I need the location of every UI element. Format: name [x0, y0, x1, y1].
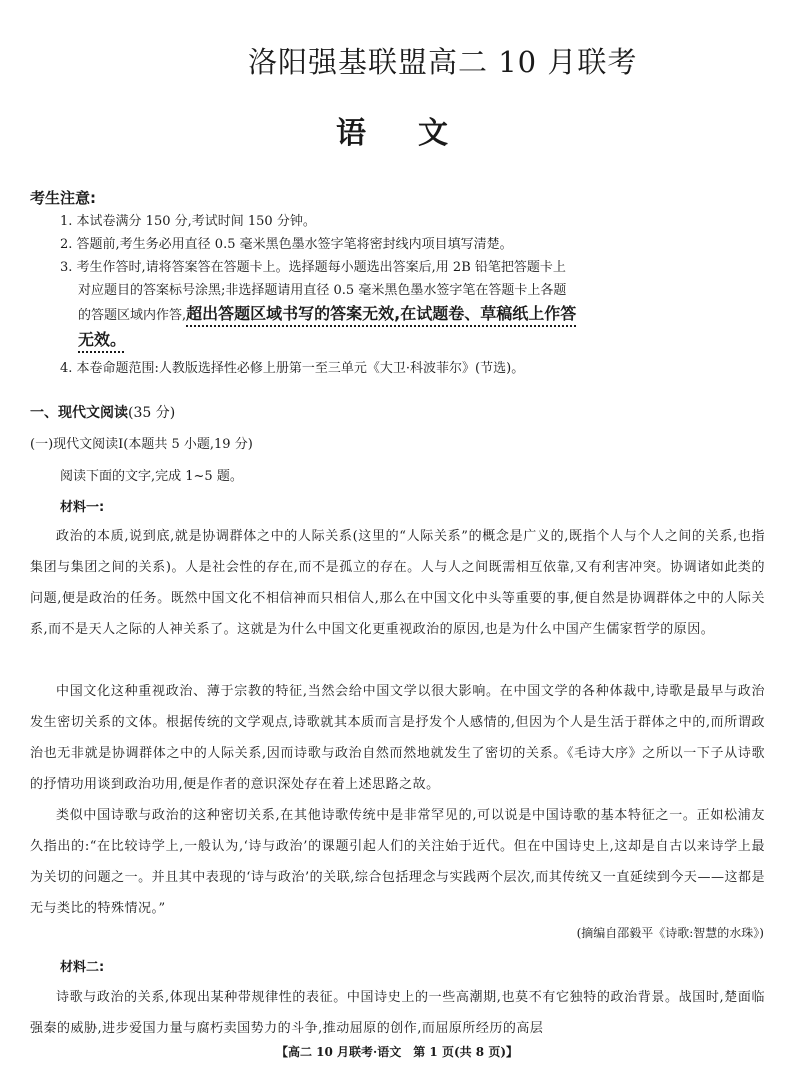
notice-heading: 考生注意: [30, 189, 96, 207]
material-1-paragraph-3: 类似中国诗歌与政治的这种密切关系,在其他诗歌传统中是非常罕见的,可以说是中国诗歌的基本特征之一。正如松浦友久指出的:“在比较诗学上,一般认为,‘诗与政治’的课题引起人们的关注始于近代。但在中国诗史上,这却是自古以来诗学上最为关切的问题之一。并且其中表现的‘诗与政治’的关联,综合包括理念与实践两个层次,而其传统又一直延续到今天——这都是无与类比的特殊情况。” [30, 808, 765, 916]
subsection-heading: (一)现代文阅读Ⅰ(本题共 5 小题,19 分) [30, 437, 253, 452]
notice-warning-bold: 超出答题区域书写的答案无效,在试题卷、草稿纸上作答 [186, 304, 577, 323]
section-points: (35 分) [128, 405, 176, 421]
notice-item-2: 2. 答题前,考生务必用直径 0.5 毫米黑色墨水签字笔将密封线内项目填写清楚。 [60, 237, 513, 252]
subject-title: 语文 [336, 116, 500, 151]
notice-item-3-line-1: 3. 考生作答时,请将答案答在答题卡上。选择题每小题选出答案后,用 2B 铅笔把答题卡上 [60, 260, 566, 275]
notice-item-3-prefix: 的答题区域内作答, [78, 308, 187, 323]
material-2-label: 材料二: [60, 960, 105, 975]
page-footer: 【高二 10 月联考·语文 第 1 页(共 8 页)】 [276, 1045, 518, 1059]
section-heading [30, 402, 175, 422]
notice-item-4: 4. 本卷命题范围:人教版选择性必修上册第一至三单元《大卫·科波菲尔》(节选)。 [60, 361, 525, 376]
exam-title: 洛阳强基联盟高二 10 月联考 [248, 45, 638, 79]
material-1-label: 材料一: [60, 500, 105, 515]
notice-item-3-line-4 [78, 329, 126, 353]
material-1-paragraph-1: 政治的本质,说到底,就是协调群体之中的人际关系(这里的“人际关系”的概念是广义的,既指个人与个人之间的关系,也指集团与集团之间的关系)。人是社会性的存在,而不是孤立的存在。人与人之间既需相互依靠,又有利害冲突。协调诸如此类的问题,便是政治的任务。既然中国文化不相信神而只相信人,那么在中国文化中头等重要的事,便自然是协调群体之中的人际关系,而不是天人之际的人神关系了。这就是为什么中国文化更重视政治的原因,也是为什么中国产生儒家哲学的原因。 [30, 529, 765, 637]
reading-instruction: 阅读下面的文字,完成 1~5 题。 [60, 469, 243, 484]
notice-warning-bold-end: 无效。 [78, 330, 127, 349]
notice-item-1: 1. 本试卷满分 150 分,考试时间 150 分钟。 [60, 214, 316, 229]
material-1-paragraph-2: 中国文化这种重视政治、薄于宗教的特征,当然会给中国文学以很大影响。在中国文学的各种体裁中,诗歌是最早与政治发生密切关系的文体。根据传统的文学观点,诗歌就其本质而言是抒发个人感情的,但因为个人是生活于群体之中的,而所谓政治也无非就是协调群体之中的人际关系,因而诗歌与政治自然而然地就发生了密切的关系。《毛诗大序》之所以一下子从诗歌的抒情功用谈到政治功用,便是作者的意识深处存在着上述思路之故。 [30, 684, 765, 792]
notice-item-3-line-3 [78, 303, 576, 327]
section-title: 一、现代文阅读 [30, 405, 128, 421]
material-2-paragraph-1: 诗歌与政治的关系,体现出某种带规律性的表征。中国诗史上的一些高潮期,也莫不有它独特的政治背景。战国时,楚面临强秦的威胁,进步爱国力量与腐朽卖国势力的斗争,推动屈原的创作,而屈原所经历的高层 [30, 990, 765, 1036]
material-1-source: (摘编自邵毅平《诗歌:智慧的水珠》) [576, 926, 764, 940]
notice-item-3-line-2: 对应题目的答案标号涂黑;非选择题请用直径 0.5 毫米黑色墨水签字笔在答题卡上各题 [78, 283, 567, 298]
